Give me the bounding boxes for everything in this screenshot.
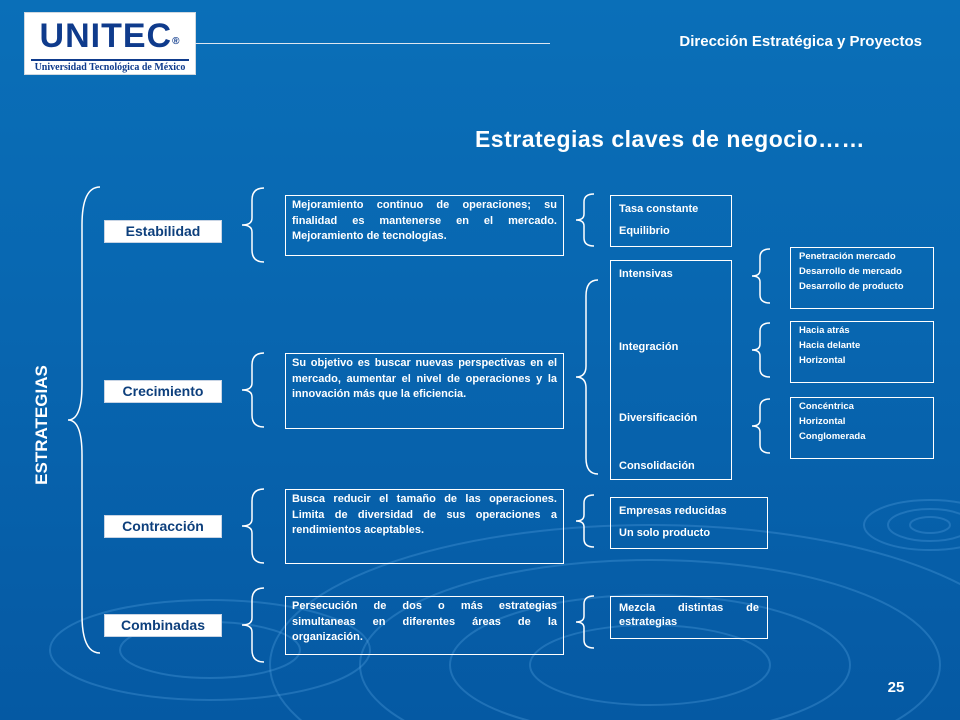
description-estabilidad: Mejoramiento continuo de operaciones; su finalidad es mantenerse en el mercado. Mejoramiento de tecnologías. bbox=[285, 195, 564, 256]
logo-rule bbox=[31, 59, 189, 61]
strategy-contraccion: Contracción bbox=[104, 515, 222, 538]
subtype-item: Penetración mercado bbox=[799, 251, 896, 262]
page-number: 25 bbox=[887, 679, 905, 696]
brace-intensivas bbox=[748, 247, 774, 305]
subtypes-diversificacion bbox=[790, 397, 934, 459]
subtypes-intensivas bbox=[790, 247, 934, 309]
description-crecimiento: Su objetivo es buscar nuevas perspectivas en el mercado, aumentar el nivel de operaciones y la innovación más que la eficiencia. bbox=[285, 353, 564, 429]
types-combinadas: Mezcla distintas de estrategias bbox=[610, 596, 768, 639]
type-item: Un solo producto bbox=[619, 527, 711, 539]
logo-registered-mark: ® bbox=[172, 36, 181, 47]
header-title: Dirección Estratégica y Proyectos bbox=[679, 33, 922, 50]
type-item: Tasa constante bbox=[619, 203, 699, 215]
subtype-item: Desarrollo de producto bbox=[799, 281, 904, 292]
brace-contraccion bbox=[238, 487, 268, 565]
types-contraccion bbox=[610, 497, 768, 549]
subtype-item: Desarrollo de mercado bbox=[799, 266, 902, 277]
brace-combinadas bbox=[238, 586, 268, 664]
logo-subtitle: Universidad Tecnológica de México bbox=[34, 62, 186, 73]
brace-contraccion-types bbox=[572, 493, 598, 549]
subtype-item: Conglomerada bbox=[799, 431, 866, 442]
main-title: Estrategias claves de negocio…… bbox=[474, 126, 865, 152]
description-combinadas: Persecución de dos o más estrategias simultaneas en diferentes áreas de la organización. bbox=[285, 596, 564, 655]
type-item: Intensivas bbox=[619, 268, 673, 280]
type-item: Equilibrio bbox=[619, 225, 670, 237]
brace-estabilidad-types bbox=[572, 192, 598, 248]
subtype-item: Concéntrica bbox=[799, 401, 854, 412]
brace-estabilidad bbox=[238, 186, 268, 264]
brace-diversificacion bbox=[748, 397, 774, 455]
logo-text: UNITEC bbox=[39, 17, 173, 55]
strategy-combinadas: Combinadas bbox=[104, 614, 222, 637]
subtypes-integracion bbox=[790, 321, 934, 383]
strategy-crecimiento: Crecimiento bbox=[104, 380, 222, 403]
type-item: Integración bbox=[619, 341, 679, 353]
brace-crecimiento bbox=[238, 351, 268, 429]
type-item: Empresas reducidas bbox=[619, 505, 727, 517]
brace-crecimiento-types bbox=[572, 278, 602, 476]
brace-integracion bbox=[748, 321, 774, 379]
types-estabilidad bbox=[610, 195, 732, 247]
subtype-item: Horizontal bbox=[799, 355, 846, 366]
brace-main bbox=[64, 185, 104, 655]
types-crecimiento bbox=[610, 260, 732, 480]
strategy-estabilidad: Estabilidad bbox=[104, 220, 222, 243]
unitec-logo bbox=[24, 12, 196, 75]
type-item: Diversificación bbox=[619, 412, 698, 424]
subtype-item: Horizontal bbox=[799, 416, 846, 427]
subtype-item: Hacia atrás bbox=[799, 325, 850, 336]
subtype-item: Hacia delante bbox=[799, 340, 861, 351]
brace-combinadas-types bbox=[572, 594, 598, 650]
description-contraccion: Busca reducir el tamaño de las operaciones. Limita de diversidad de sus operaciones a rendimientos aceptables. bbox=[285, 489, 564, 564]
header-divider bbox=[195, 43, 550, 44]
type-item: Consolidación bbox=[619, 460, 695, 472]
side-label-text: ESTRATEGIAS bbox=[32, 365, 51, 485]
